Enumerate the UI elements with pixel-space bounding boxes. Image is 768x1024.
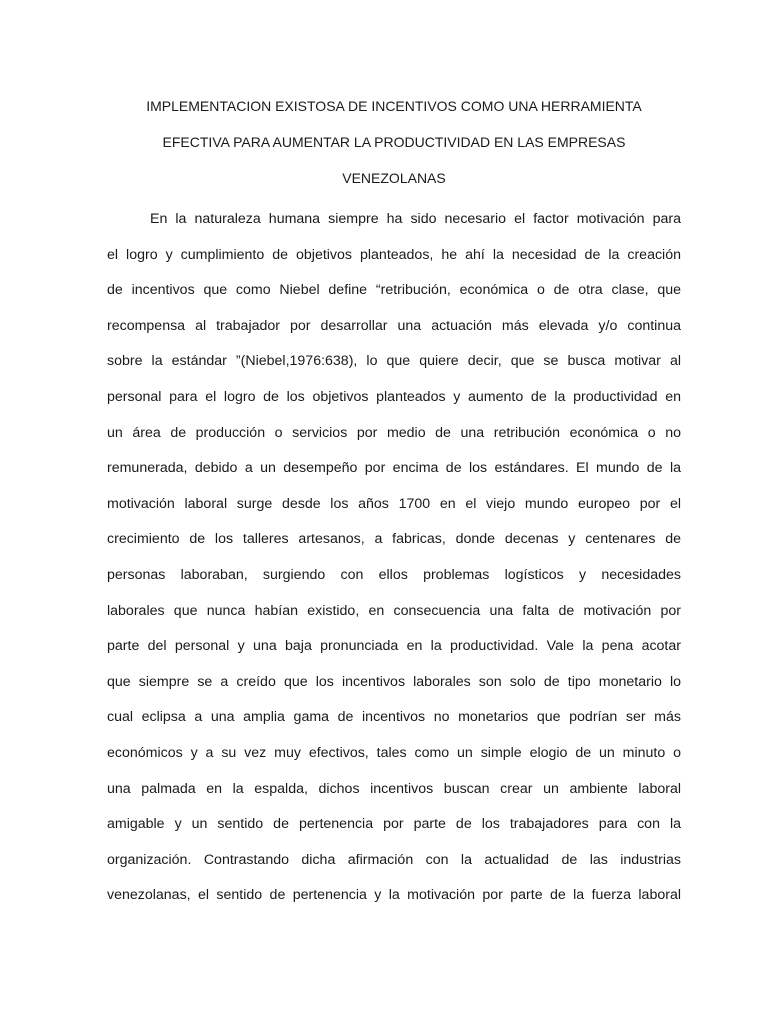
body-paragraph bbox=[107, 202, 681, 914]
paragraph-line: amigable y un sentido de pertenencia por parte de los trabajadores para con la bbox=[107, 816, 681, 833]
document-title bbox=[107, 88, 681, 196]
title-line-1: IMPLEMENTACION EXISTOSA DE INCENTIVOS COMO UNA HERRAMIENTA bbox=[146, 98, 642, 114]
paragraph-line: crecimiento de los talleres artesanos, a fabricas, donde decenas y centenares de bbox=[107, 531, 681, 548]
paragraph-line: personas laboraban, surgiendo con ellos problemas logísticos y necesidades bbox=[107, 566, 681, 583]
paragraph-line: motivación laboral surge desde los años 1700 en el viejo mundo europeo por el bbox=[107, 495, 681, 512]
title-line-2: EFECTIVA PARA AUMENTAR LA PRODUCTIVIDAD EN LAS EMPRESAS bbox=[162, 134, 626, 150]
title-line-3: VENEZOLANAS bbox=[342, 170, 446, 186]
paragraph-line: venezolanas, el sentido de pertenencia y la motivación por parte de la fuerza laboral bbox=[107, 887, 681, 904]
paragraph-line: remunerada, debido a un desempeño por encima de los estándares. El mundo de la bbox=[107, 460, 681, 477]
paragraph-line: una palmada en la espalda, dichos incentivos buscan crear un ambiente laboral bbox=[107, 780, 681, 797]
paragraph-line: un área de producción o servicios por medio de una retribución económica o no bbox=[107, 424, 681, 441]
paragraph-line: el logro y cumplimiento de objetivos planteados, he ahí la necesidad de la creación bbox=[107, 246, 681, 263]
paragraph-line: personal para el logro de los objetivos planteados y aumento de la productividad en bbox=[107, 388, 681, 405]
paragraph-line: organización. Contrastando dicha afirmación con la actualidad de las industrias bbox=[107, 851, 681, 868]
paragraph-line: recompensa al trabajador por desarrollar una actuación más elevada y/o continua bbox=[107, 317, 681, 334]
paragraph-line: sobre la estándar ”(Niebel,1976:638), lo que quiere decir, que se busca motivar al bbox=[107, 353, 681, 370]
paragraph-line: laborales que nunca habían existido, en consecuencia una falta de motivación por bbox=[107, 602, 681, 619]
paragraph-line: parte del personal y una baja pronunciada en la productividad. Vale la pena acotar bbox=[107, 638, 681, 655]
paragraph-line: económicos y a su vez muy efectivos, tales como un simple elogio de un minuto o bbox=[107, 744, 681, 761]
paragraph-line: cual eclipsa a una amplia gama de incentivos no monetarios que podrían ser más bbox=[107, 709, 681, 726]
paragraph-line: que siempre se a creído que los incentivos laborales son solo de tipo monetario lo bbox=[107, 673, 681, 690]
paragraph-line: En la naturaleza humana siempre ha sido necesario el factor motivación para bbox=[150, 211, 681, 227]
paragraph-line: de incentivos que como Niebel define “retribución, económica o de otra clase, que bbox=[107, 282, 681, 299]
